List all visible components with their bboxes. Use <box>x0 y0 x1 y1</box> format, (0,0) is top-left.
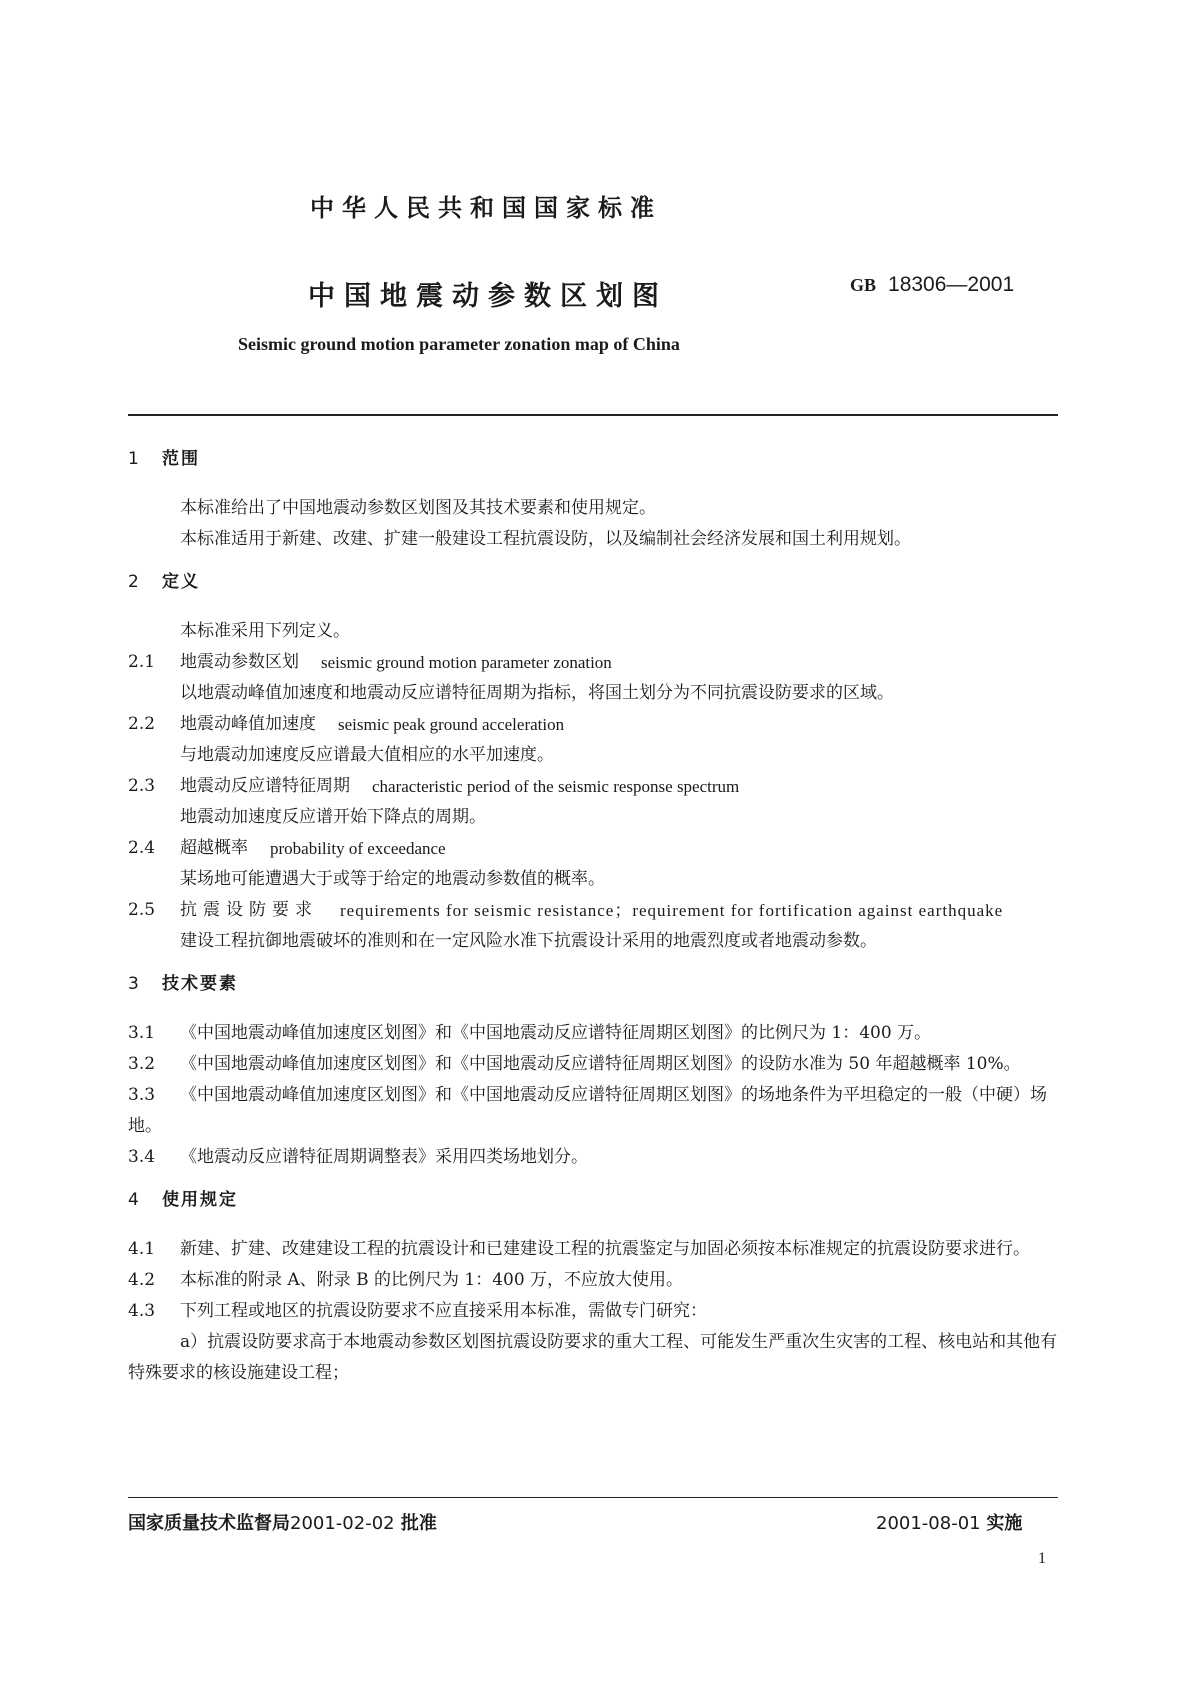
definition-term <box>128 647 1058 678</box>
clause <box>128 1049 1058 1080</box>
header-divider <box>128 414 1058 416</box>
clause <box>128 1142 1058 1173</box>
definition-term <box>128 833 1058 864</box>
national-standard-heading: 中华人民共和国国家标准 <box>310 194 662 222</box>
footer-divider <box>128 1497 1058 1498</box>
section-number: 4 <box>128 1190 141 1210</box>
approval-line <box>128 1509 437 1535</box>
clause-number: 4.1 <box>128 1239 156 1259</box>
definition-term <box>128 895 1058 926</box>
term-en: requirements for seismic resistance；requirement for fortification against earthquake <box>340 901 1004 920</box>
definition-text: 地震动加速度反应谱开始下降点的周期。 <box>180 807 486 827</box>
page-number: 1 <box>1038 1550 1046 1567</box>
clause-number: 4.3 <box>128 1301 156 1321</box>
clause-number: 3.4 <box>128 1147 156 1167</box>
definition-term <box>128 709 1058 740</box>
clause <box>128 1265 1058 1296</box>
section-number: 1 <box>128 449 141 469</box>
clause-text: 《中国地震动峰值加速度区划图》和《中国地震动反应谱特征周期区划图》的设防水准为 50 年超越概率 10%。 <box>180 1054 1021 1074</box>
clause <box>128 1018 1058 1049</box>
clause-number: 3.1 <box>128 1023 156 1043</box>
clause-number: 2.1 <box>128 652 156 672</box>
clause <box>128 1296 1058 1327</box>
standard-code-prefix: GB <box>850 275 877 295</box>
term-en: probability of exceedance <box>270 839 446 858</box>
section-number: 2 <box>128 572 141 592</box>
term-en: characteristic period of the seismic response spectrum <box>372 777 740 796</box>
definition-term <box>128 771 1058 802</box>
standard-code-number: 18306—2001 <box>888 273 1015 296</box>
section-heading-definitions <box>128 567 1058 598</box>
section-title: 技术要素 <box>162 974 238 994</box>
definition-text: 以地震动峰值加速度和地震动反应谱特征周期为指标，将国土划分为不同抗震设防要求的区域。 <box>180 683 894 703</box>
term-cn: 抗震设防要求 <box>180 900 318 920</box>
section-heading-technical-elements <box>128 969 1058 1000</box>
clause-text: 《中国地震动峰值加速度区划图》和《中国地震动反应谱特征周期区划图》的比例尺为 1：400 万。 <box>180 1023 932 1043</box>
term-cn: 超越概率 <box>180 838 248 858</box>
term-en: seismic peak ground acceleration <box>338 715 565 734</box>
paragraph: 本标准适用于新建、改建、扩建一般建设工程抗震设防，以及编制社会经济发展和国土利用规划。 <box>180 529 911 549</box>
definition-text: 与地震动加速度反应谱最大值相应的水平加速度。 <box>180 745 554 765</box>
section-title: 使用规定 <box>162 1190 238 1210</box>
term-en: seismic ground motion parameter zonation <box>321 653 612 672</box>
paragraph: 本标准给出了中国地震动参数区划图及其技术要素和使用规定。 <box>180 498 656 518</box>
section-heading-scope <box>128 444 1058 475</box>
section-title: 范围 <box>162 449 200 469</box>
clause-number: 2.3 <box>128 776 156 796</box>
clause <box>128 1080 1058 1142</box>
clause-text: 新建、扩建、改建建设工程的抗震设计和已建建设工程的抗震鉴定与加固必须按本标准规定的抗震设防要求进行。 <box>180 1239 1030 1259</box>
issue-label: 批准 <box>400 1513 437 1534</box>
issuer: 国家质量技术监督局 <box>128 1513 290 1534</box>
paragraph: 本标准采用下列定义。 <box>180 621 350 641</box>
clause-number: 2.5 <box>128 900 156 920</box>
implementation-date: 2001-08-01 <box>876 1513 981 1534</box>
standard-title: 中国地震动参数区划图 <box>308 281 668 312</box>
term-cn: 地震动峰值加速度 <box>180 714 316 734</box>
clause-number: 2.4 <box>128 838 156 858</box>
section-title: 定义 <box>162 572 200 592</box>
clause-text: 《中国地震动峰值加速度区划图》和《中国地震动反应谱特征周期区划图》的场地条件为平坦稳定的一般（中硬）场地。 <box>128 1085 1047 1136</box>
clause-text: 《地震动反应谱特征周期调整表》采用四类场地划分。 <box>180 1147 588 1167</box>
section-heading-usage-rules <box>128 1185 1058 1216</box>
standard-code <box>850 273 1014 297</box>
implementation-label: 实施 <box>986 1513 1023 1534</box>
clause-number: 2.2 <box>128 714 156 734</box>
definition-text: 某场地可能遭遇大于或等于给定的地震动参数值的概率。 <box>180 869 605 889</box>
implementation-line <box>876 1509 1022 1535</box>
term-cn: 地震动参数区划 <box>180 652 299 672</box>
clause-number: 3.2 <box>128 1054 156 1074</box>
clause-number: 4.2 <box>128 1270 156 1290</box>
term-cn: 地震动反应谱特征周期 <box>180 776 350 796</box>
document-body <box>128 444 1058 1389</box>
clause-number: 3.3 <box>128 1085 156 1105</box>
definition-text: 建设工程抗御地震破坏的准则和在一定风险水准下抗震设计采用的地震烈度或者地震动参数。 <box>180 931 877 951</box>
issue-date: 2001-02-02 <box>290 1513 395 1534</box>
sub-clause-a: a）抗震设防要求高于本地震动参数区划图抗震设防要求的重大工程、可能发生严重次生灾害的工程、核电站和其他有特殊要求的核设施建设工程； <box>128 1332 1058 1383</box>
english-title: Seismic ground motion parameter zonation map of China <box>238 334 680 354</box>
clause-text: 本标准的附录 A、附录 B 的比例尺为 1：400 万，不应放大使用。 <box>180 1270 684 1290</box>
clause <box>128 1234 1058 1265</box>
section-number: 3 <box>128 974 141 994</box>
clause-text: 下列工程或地区的抗震设防要求不应直接采用本标准，需做专门研究： <box>180 1301 707 1321</box>
